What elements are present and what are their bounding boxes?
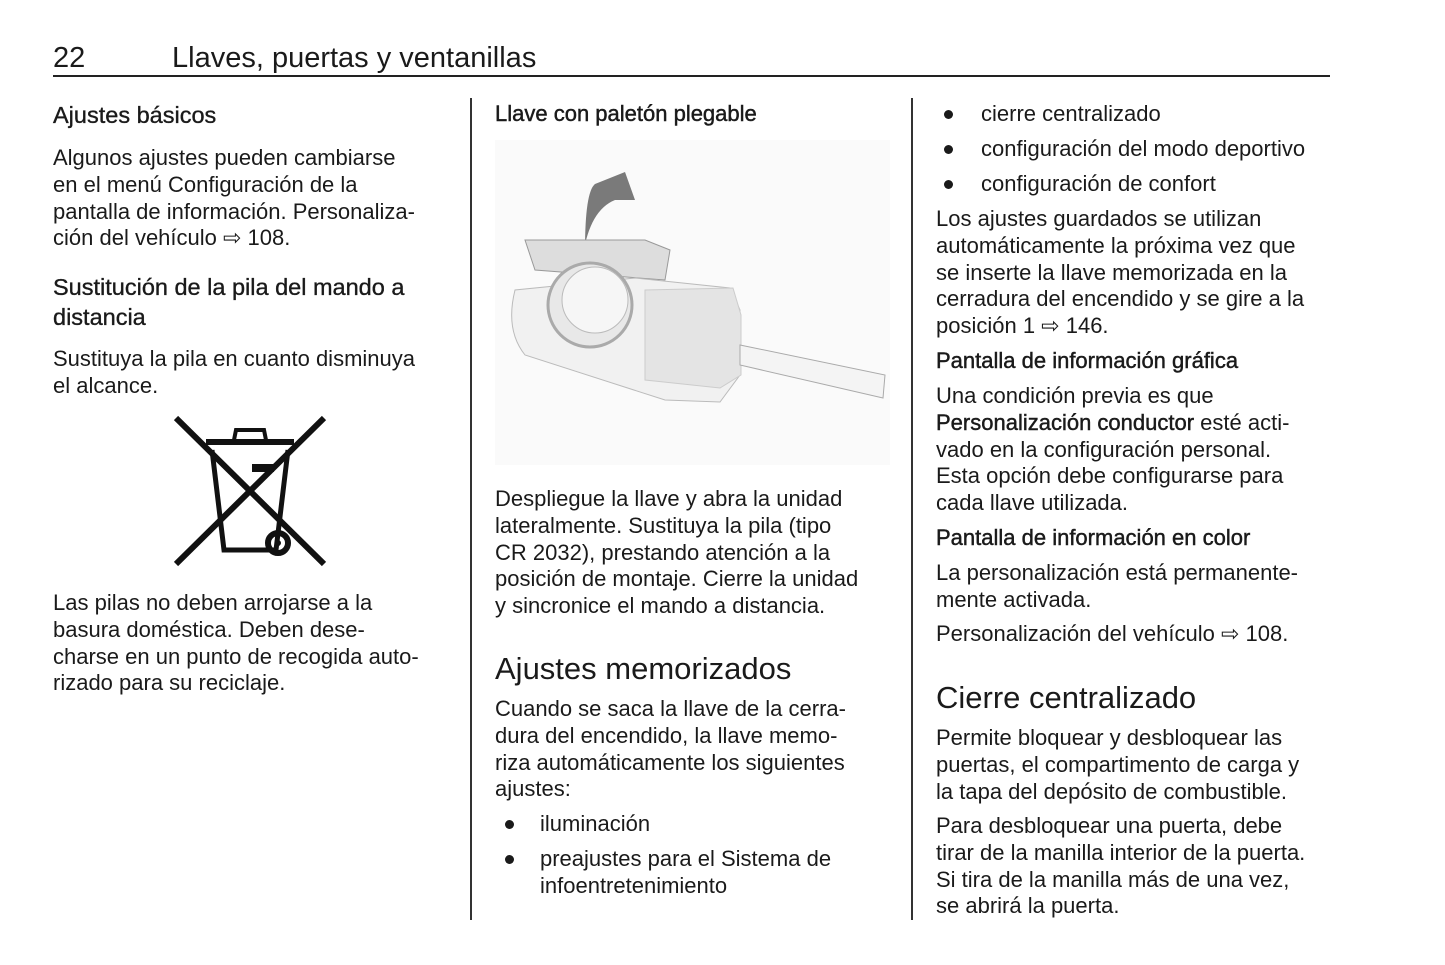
bullet-icon xyxy=(505,820,514,829)
heading-color-display: Pantalla de información en color xyxy=(936,525,1251,550)
heading-graphic-display: Pantalla de información gráfica xyxy=(936,348,1239,373)
heading-basic-settings: Ajustes básicos xyxy=(53,102,217,128)
paragraph-unlock-door: Para desbloquear una puerta, debe tirar de la manilla interior de la puerta. Si tira de la manilla más de una vez, se abrirá la puerta. xyxy=(936,813,1306,919)
bullet-icon xyxy=(944,110,953,119)
page-number: 22 xyxy=(53,42,86,74)
heading-memorized-settings: Ajustes memorizados xyxy=(495,651,792,686)
paragraph-central-locking: Permite bloquear y desbloquear las puertas, el compartimento de carga y la tapa del depósito de combustible. xyxy=(936,725,1300,804)
list-item: cierre centralizado xyxy=(944,101,1161,128)
paragraph-color-display: La personalización está permanente- mente activada. xyxy=(936,560,1299,612)
paragraph-basic-settings: Algunos ajustes pueden cambiarse en el menú Configuración de la pantalla de información. Personaliza- ción del vehículo ⇨ 108. xyxy=(53,145,415,251)
column-divider xyxy=(911,98,913,920)
list-item: configuración de confort xyxy=(944,171,1216,198)
list-item: iluminación xyxy=(505,811,650,838)
paragraph-battery: Sustituya la pila en cuanto disminuya el alcance. xyxy=(53,346,415,398)
heading-battery-replacement: Sustitución de la pila del mando a distancia xyxy=(53,274,405,330)
column-divider xyxy=(470,98,472,920)
bullet-icon xyxy=(944,180,953,189)
bullet-icon xyxy=(505,855,514,864)
setting-name: Personalización conductor xyxy=(936,409,1195,435)
heading-central-locking: Cierre centralizado xyxy=(936,680,1197,715)
header-rule xyxy=(53,75,1330,77)
list-item: configuración del modo deportivo xyxy=(944,136,1305,163)
folding-key-illustration xyxy=(495,140,890,465)
chapter-title: Llaves, puertas y ventanillas xyxy=(172,42,537,74)
heading-folding-key: Llave con paletón plegable xyxy=(495,101,757,126)
paragraph-disposal: Las pilas no deben arrojarse a la basura doméstica. Deben dese- charse en un punto de recogida auto- rizado para su reciclaje. xyxy=(53,590,419,696)
bullet-icon xyxy=(944,145,953,154)
paragraph-graphic-display: Una condición previa es que Personalización conductor esté acti- vado en la configuración personal. Esta opción debe configurarse para cada llave utilizada. xyxy=(936,383,1290,516)
paragraph-reference: Personalización del vehículo ⇨ 108. xyxy=(936,621,1289,646)
paragraph-memorized: Cuando se saca la llave de la cerra- dura del encendido, la llave memo- riza automáticamente los siguientes ajustes: xyxy=(495,696,846,802)
crossed-bin-icon xyxy=(170,412,330,570)
paragraph-key-instructions: Despliegue la llave y abra la unidad lateralmente. Sustituya la pila (tipo CR 2032), prestando atención a la posición de montaje. Cierre la unidad y sincronice el mando a distancia. xyxy=(495,486,859,619)
paragraph-saved-settings: Los ajustes guardados se utilizan automáticamente la próxima vez que se inserte la llave memorizada en la cerradura del encendido y se gire a la posición 1 ⇨ 146. xyxy=(936,206,1305,339)
list-item: preajustes para el Sistema de infoentretenimiento xyxy=(505,846,831,900)
